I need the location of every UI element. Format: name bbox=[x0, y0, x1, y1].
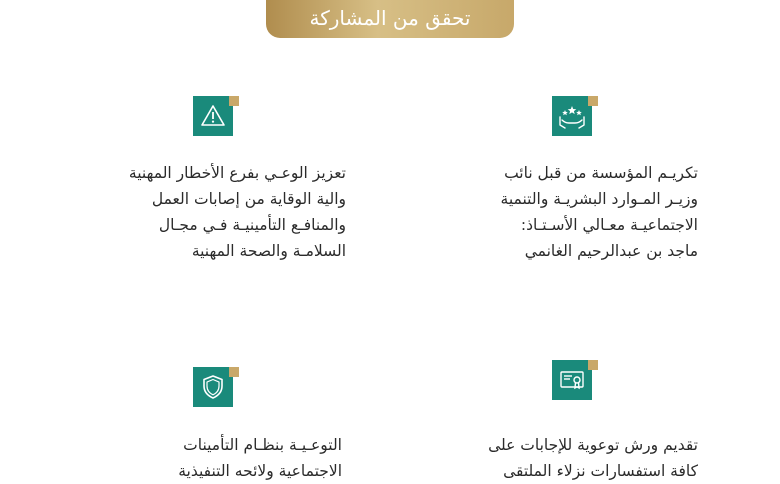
header-banner bbox=[266, 0, 514, 38]
item-awareness-text: تعزيز الوعـي بفرع الأخطار المهنية والية الوقاية من إصابات العمل والمنافـع التأمينيـة فـي مجـال السلامـة والصحة المهنية bbox=[128, 164, 346, 260]
warning-icon-box bbox=[193, 96, 239, 142]
item-workshops-text: تقديم ورش توعوية للإجابات على كافة استفسارات نزلاء الملتقى bbox=[488, 436, 698, 480]
item-insurance-text: التوعـيـة بنظـام التأمينات الاجتماعية ولائحه التنفيذية bbox=[178, 436, 342, 480]
certificate-icon-box bbox=[552, 360, 598, 406]
shield-icon bbox=[199, 373, 227, 401]
warning-icon bbox=[199, 102, 227, 130]
award-icon-box bbox=[552, 96, 598, 142]
item-award-text: تكريـم المؤسسة من قبل نائب وزيـر المـوارد البشريـة والتنمية الاجتماعيـة معـالي الأسـتـاذ: ماجد بن عبدالرحيم الغانمي bbox=[500, 164, 698, 260]
certificate-icon bbox=[558, 366, 586, 394]
header-title: تحقق من المشاركة bbox=[309, 5, 471, 30]
hands-stars-icon bbox=[557, 101, 587, 131]
shield-icon-box bbox=[193, 367, 239, 413]
